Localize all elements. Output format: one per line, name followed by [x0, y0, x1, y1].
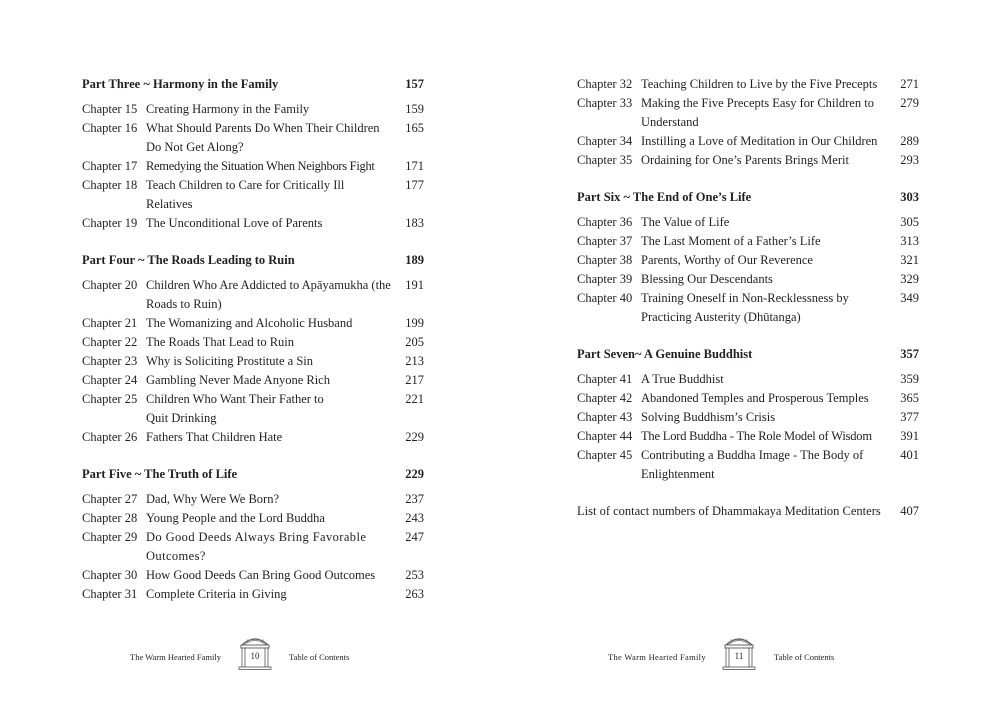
part-page: 157 [405, 77, 424, 91]
chapter-title: How Good Deeds Can Bring Good Outcomes [146, 568, 376, 582]
part-title: Part Four ~ The Roads Leading to Ruin [82, 253, 295, 267]
toc-entry [577, 213, 919, 232]
page-number: 10 [250, 651, 260, 661]
chapter-title: Fathers That Children Hate [146, 430, 283, 444]
page-footer [606, 632, 906, 670]
part-heading [82, 251, 424, 270]
toc-section-part-three [82, 75, 424, 233]
chapter-title: Children Who Are Addicted to Apāyamukha (the Roads to Ruin) [146, 278, 391, 311]
chapter-page: 401 [900, 448, 919, 462]
chapter-title: The Womanizing and Alcoholic Husband [146, 316, 353, 330]
chapter-page: 237 [405, 492, 424, 506]
chapter-title: The Value of Life [641, 215, 730, 229]
chapter-number: Chapter 42 [577, 391, 633, 405]
page-footer [130, 632, 430, 670]
chapter-page: 159 [405, 102, 424, 116]
toc-entry [577, 251, 919, 270]
temple-emblem-icon [237, 632, 273, 670]
part-page: 303 [900, 190, 919, 204]
chapter-title: The Last Moment of a Father’s Life [641, 234, 821, 248]
footer-book-title: The Warm Hearted Family [130, 652, 221, 662]
part-heading [82, 465, 424, 484]
toc-entry [577, 370, 919, 389]
part-title: Part Seven~ A Genuine Buddhist [577, 347, 753, 361]
toc-right [577, 75, 919, 521]
chapter-number: Chapter 27 [82, 492, 138, 506]
chapter-number: Chapter 37 [577, 234, 633, 248]
chapter-title: Abandoned Temples and Prosperous Temples [641, 391, 869, 405]
toc-entry [577, 446, 919, 484]
chapter-page: 349 [900, 291, 919, 305]
chapter-number: Chapter 25 [82, 392, 138, 406]
chapter-title: Remedying the Situation When Neighbors Fight [146, 159, 375, 173]
chapter-page: 183 [405, 216, 424, 230]
chapter-number: Chapter 39 [577, 272, 633, 286]
chapter-title: Ordaining for One’s Parents Brings Merit [641, 153, 849, 167]
toc-entry [577, 427, 919, 446]
chapter-page: 199 [405, 316, 424, 330]
toc-entry [82, 100, 424, 119]
chapter-page: 377 [900, 410, 919, 424]
chapter-title: Blessing Our Descendants [641, 272, 773, 286]
contact-list-title: List of contact numbers of Dhammakaya Meditation Centers [577, 504, 881, 518]
toc-entry [577, 151, 919, 170]
chapter-title: Teaching Children to Live by the Five Precepts [641, 77, 878, 91]
toc-entry [82, 314, 424, 333]
page-number: 11 [734, 651, 744, 661]
chapter-page: 177 [405, 178, 424, 192]
chapter-title: Parents, Worthy of Our Reverence [641, 253, 813, 267]
chapter-number: Chapter 22 [82, 335, 138, 349]
chapter-title: Making the Five Precepts Easy for Children to Understand [641, 96, 874, 129]
chapter-number: Chapter 33 [577, 96, 633, 110]
toc-entry [577, 132, 919, 151]
chapter-title: Young People and the Lord Buddha [146, 511, 325, 525]
chapter-number: Chapter 45 [577, 448, 633, 462]
part-title: Part Three ~ Harmony in the Family [82, 77, 279, 91]
chapter-page: 289 [900, 134, 919, 148]
chapter-title: The Lord Buddha - The Role Model of Wisdom [641, 429, 872, 443]
chapter-number: Chapter 26 [82, 430, 138, 444]
chapter-page: 253 [405, 568, 424, 582]
chapter-title: Do Good Deeds Always Bring Favorable Outcomes? [146, 530, 367, 563]
chapter-number: Chapter 28 [82, 511, 138, 525]
toc-entry [82, 333, 424, 352]
chapter-page: 171 [405, 159, 424, 173]
chapter-title: Instilling a Love of Meditation in Our Children [641, 134, 878, 148]
toc-entry [82, 371, 424, 390]
toc-entry [82, 585, 424, 604]
chapter-page: 191 [405, 278, 424, 292]
toc-entry [577, 389, 919, 408]
part-heading [577, 188, 919, 207]
toc-entry [82, 157, 424, 176]
chapter-number: Chapter 41 [577, 372, 633, 386]
toc-entry [577, 94, 919, 132]
chapter-number: Chapter 19 [82, 216, 138, 230]
chapter-page: 305 [900, 215, 919, 229]
chapter-title: What Should Parents Do When Their Children Do Not Get Along? [146, 121, 380, 154]
chapter-page: 213 [405, 354, 424, 368]
footer-section-label: Table of Contents [289, 652, 350, 662]
toc-entry [82, 528, 424, 566]
chapter-page: 271 [900, 77, 919, 91]
chapter-title: A True Buddhist [641, 372, 724, 386]
toc-entry [577, 75, 919, 94]
chapter-number: Chapter 29 [82, 530, 138, 544]
toc-entry [82, 566, 424, 585]
toc-entry [82, 214, 424, 233]
toc-left [82, 75, 424, 622]
part-title: Part Six ~ The End of One’s Life [577, 190, 752, 204]
chapter-page: 365 [900, 391, 919, 405]
toc-entry [82, 119, 424, 157]
chapter-page: 293 [900, 153, 919, 167]
contact-list-page: 407 [900, 504, 919, 518]
toc-entry [577, 232, 919, 251]
toc-entry [82, 390, 424, 428]
chapter-page: 247 [405, 530, 424, 544]
chapter-title: Training Oneself in Non-Recklessness by Practicing Austerity (Dhūtanga) [641, 291, 849, 324]
chapter-title: The Roads That Lead to Ruin [146, 335, 295, 349]
chapter-number: Chapter 20 [82, 278, 138, 292]
chapter-number: Chapter 30 [82, 568, 138, 582]
chapter-page: 313 [900, 234, 919, 248]
chapter-number: Chapter 34 [577, 134, 633, 148]
toc-section-continued [577, 75, 919, 170]
chapter-number: Chapter 21 [82, 316, 138, 330]
toc-entry [82, 428, 424, 447]
part-page: 189 [405, 253, 424, 267]
part-page: 357 [900, 347, 919, 361]
part-page: 229 [405, 467, 424, 481]
part-title: Part Five ~ The Truth of Life [82, 467, 238, 481]
toc-entry [577, 289, 919, 327]
toc-section-part-seven [577, 345, 919, 484]
chapter-number: Chapter 35 [577, 153, 633, 167]
toc-entry [82, 352, 424, 371]
chapter-title: Gambling Never Made Anyone Rich [146, 373, 330, 387]
chapter-number: Chapter 40 [577, 291, 633, 305]
toc-entry [577, 270, 919, 289]
chapter-number: Chapter 18 [82, 178, 138, 192]
chapter-page: 391 [900, 429, 919, 443]
temple-emblem-icon [721, 632, 757, 670]
chapter-title: Creating Harmony in the Family [146, 102, 310, 116]
right-page [500, 0, 1000, 707]
toc-section-part-six [577, 188, 919, 327]
toc-entry [577, 408, 919, 427]
chapter-page: 359 [900, 372, 919, 386]
chapter-number: Chapter 43 [577, 410, 633, 424]
toc-entry [82, 509, 424, 528]
footer-book-title: The Warm Hearted Family [608, 652, 706, 662]
chapter-page: 263 [405, 587, 424, 601]
chapter-title: Children Who Want Their Father to Quit Drinking [146, 392, 324, 425]
chapter-page: 221 [405, 392, 424, 406]
chapter-page: 217 [405, 373, 424, 387]
chapter-number: Chapter 16 [82, 121, 138, 135]
chapter-number: Chapter 23 [82, 354, 138, 368]
chapter-number: Chapter 15 [82, 102, 138, 116]
toc-entry [82, 276, 424, 314]
chapter-number: Chapter 32 [577, 77, 633, 91]
chapter-page: 243 [405, 511, 424, 525]
chapter-page: 205 [405, 335, 424, 349]
chapter-number: Chapter 31 [82, 587, 138, 601]
chapter-page: 329 [900, 272, 919, 286]
chapter-number: Chapter 36 [577, 215, 633, 229]
toc-section-part-four [82, 251, 424, 447]
chapter-title: Contributing a Buddha Image - The Body of Enlightenment [641, 448, 864, 481]
chapter-page: 229 [405, 430, 424, 444]
chapter-number: Chapter 44 [577, 429, 633, 443]
chapter-title: Teach Children to Care for Critically Ill Relatives [146, 178, 345, 211]
chapter-number: Chapter 38 [577, 253, 633, 267]
chapter-title: The Unconditional Love of Parents [146, 216, 323, 230]
chapter-title: Solving Buddhism’s Crisis [641, 410, 776, 424]
chapter-page: 279 [900, 96, 919, 110]
chapter-title: Complete Criteria in Giving [146, 587, 287, 601]
toc-entry [82, 176, 424, 214]
toc-section-part-five [82, 465, 424, 604]
chapter-number: Chapter 24 [82, 373, 138, 387]
contact-list-entry [577, 502, 919, 521]
part-heading [82, 75, 424, 94]
footer-section-label: Table of Contents [774, 652, 835, 662]
chapter-page: 321 [900, 253, 919, 267]
part-heading [577, 345, 919, 364]
chapter-number: Chapter 17 [82, 159, 138, 173]
chapter-page: 165 [405, 121, 424, 135]
chapter-title: Dad, Why Were We Born? [146, 492, 280, 506]
toc-entry [82, 490, 424, 509]
chapter-title: Why is Soliciting Prostitute a Sin [146, 354, 314, 368]
